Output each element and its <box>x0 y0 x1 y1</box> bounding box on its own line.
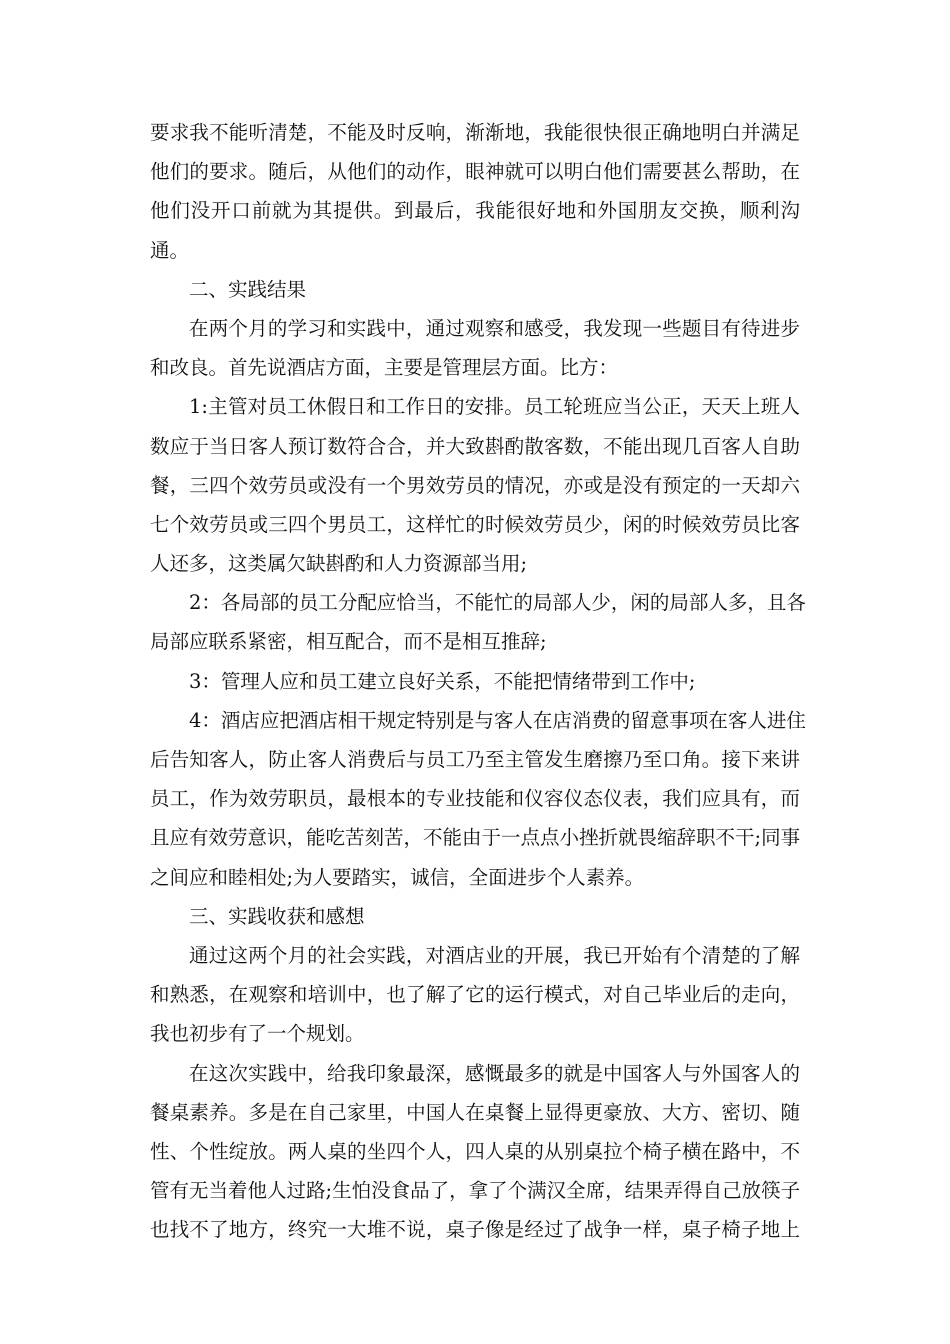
text-line: 二、实践结果 <box>189 277 307 301</box>
text-line: 我也初步有了一个规划。 <box>150 1022 365 1046</box>
text-line: 且应有效劳意识，能吃苦刻苦，不能由于一点点小挫折就畏缩辞职不干;同事 <box>150 826 801 850</box>
text-line: 和改良。首先说酒店方面，主要是管理层方面。比方： <box>150 356 619 380</box>
text-line: 1:主管对员工休假日和工作日的安排。员工轮班应当公正，天天上班人 <box>189 395 800 419</box>
text-line: 他们的要求。随后，从他们的动作，眼神就可以明白他们需要甚么帮助，在 <box>150 160 800 184</box>
text-line: 2：各局部的员工分配应恰当，不能忙的局部人少，闲的局部人多，且各 <box>189 591 806 615</box>
text-line: 在两个月的学习和实践中，通过观察和感受，我发现一些题目有待进步 <box>189 316 800 340</box>
text-line: 数应于当日客人预订数符合合，并大致斟酌散客数，不能出现几百客人自助 <box>150 434 800 458</box>
text-line: 局部应联系紧密，相互配合，而不是相互推辞; <box>150 630 547 654</box>
text-line: 通过这两个月的社会实践，对酒店业的开展，我已开始有个清楚的了解 <box>189 943 800 967</box>
text-line: 4：酒店应把酒店相干规定特别是与客人在店消费的留意事项在客人进住 <box>189 708 806 732</box>
text-line: 餐，三四个效劳员或没有一个男效劳员的情况，亦或是没有预定的一天却六 <box>150 473 800 497</box>
text-line: 和熟悉，在观察和培训中，也了解了它的运行模式，对自己毕业后的走向， <box>150 983 800 1007</box>
text-line: 餐桌素养。多是在自己家里，中国人在桌餐上显得更豪放、大方、密切、随 <box>150 1100 800 1124</box>
text-line: 员工，作为效劳职员，最根本的专业技能和仪容仪态仪表，我们应具有，而 <box>150 787 800 811</box>
text-line: 3：管理人应和员工建立良好关系，不能把情绪带到工作中; <box>189 669 696 693</box>
text-line: 人还多，这类属欠缺斟酌和人力资源部当用; <box>150 552 528 576</box>
text-line: 要求我不能听清楚，不能及时反响，渐渐地，我能很快很正确地明白并满足 <box>150 121 800 144</box>
document-page <box>150 113 806 1249</box>
text-line: 通。 <box>150 238 190 262</box>
document-body <box>150 113 806 1249</box>
text-line: 后告知客人，防止客人消费后与员工乃至主管发生磨擦乃至口角。接下来讲 <box>150 748 800 771</box>
text-line: 三、实践收获和感想 <box>189 904 365 928</box>
text-line: 性、个性绽放。两人桌的坐四个人，四人桌的从别桌拉个椅子横在路中，不 <box>150 1139 800 1163</box>
text-line: 七个效劳员或三四个男员工，这样忙的时候效劳员少，闲的时候效劳员比客 <box>150 512 800 536</box>
text-line: 之间应和睦相处;为人要踏实，诚信，全面进步个人素养。 <box>150 865 645 889</box>
text-line: 在这次实践中，给我印象最深，感慨最多的就是中国客人与外国客人的 <box>189 1061 800 1085</box>
text-line: 也找不了地方，终究一大堆不说，桌子像是经过了战争一样，桌子椅子地上 <box>150 1218 800 1242</box>
text-line: 管有无当着他人过路;生怕没食品了，拿了个满汉全席，结果弄得自己放筷子 <box>150 1179 801 1203</box>
text-line: 他们没开口前就为其提供。到最后，我能很好地和外国朋友交换，顺利沟 <box>150 199 800 223</box>
